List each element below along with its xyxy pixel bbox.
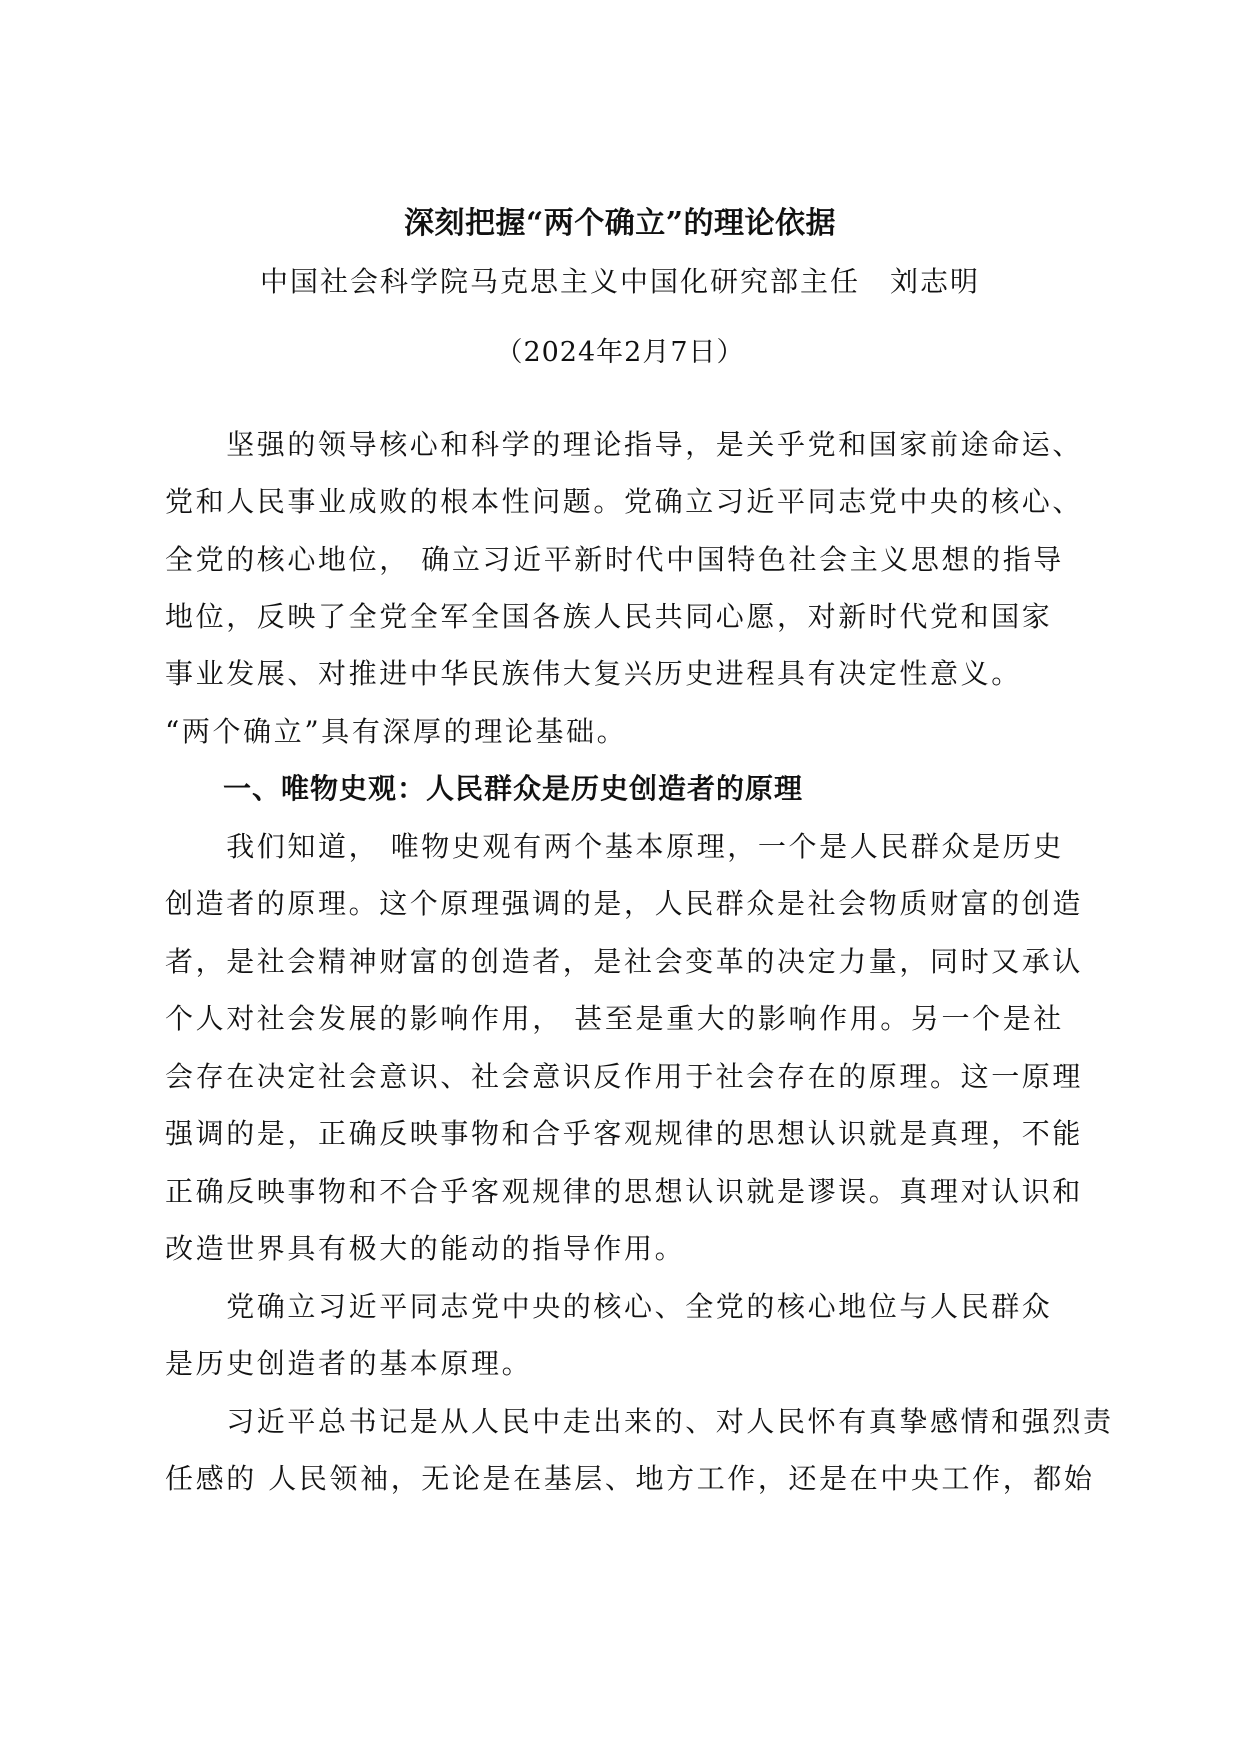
section-heading: 一、唯物史观：人民群众是历史创造者的原理 — [165, 772, 804, 805]
body-line: 个人对社会发展的影响作用， 甚至是重大的影响作用。另一个是社 — [165, 1002, 1064, 1035]
body-line: 任感的 人民领袖，无论是在基层、地方工作，还是在中央工作，都始 — [165, 1462, 1095, 1495]
body-line: 习近平总书记是从人民中走出来的、对人民怀有真挚感情和强烈责 — [165, 1405, 1114, 1438]
body-line: 正确反映事物和不合乎客观规律的思想认识就是谬误。真理对认识和 — [165, 1175, 1084, 1208]
body-line: 党和人民事业成败的根本性问题。党确立习近平同志党中央的核心、 — [165, 485, 1084, 518]
body-line: 地位，反映了全党全军全国各族人民共同心愿，对新时代党和国家 — [165, 600, 1053, 633]
body-line: 会存在决定社会意识、社会意识反作用于社会存在的原理。这一原理 — [165, 1060, 1084, 1093]
body-line: 是历史创造者的基本原理。 — [165, 1347, 533, 1380]
body-line: 改造世界具有极大的能动的指导作用。 — [165, 1232, 686, 1265]
body-line: 党确立习近平同志党中央的核心、全党的核心地位与人民群众 — [165, 1290, 1053, 1323]
body-line: 强调的是，正确反映事物和合乎客观规律的思想认识就是真理，不能 — [165, 1117, 1084, 1150]
body-line: “两个确立”具有深厚的理论基础。 — [165, 715, 628, 748]
document-title: 深刻把握“两个确立”的理论依据 — [403, 206, 836, 241]
body-line: 坚强的领导核心和科学的理论指导，是关乎党和国家前途命运、 — [165, 428, 1084, 461]
body-line: 我们知道， 唯物史观有两个基本原理，一个是人民群众是历史 — [165, 830, 1064, 863]
body-line: 全党的核心地位， 确立习近平新时代中国特色社会主义思想的指导 — [165, 543, 1064, 576]
body-line: 创造者的原理。这个原理强调的是，人民群众是社会物质财富的创造 — [165, 887, 1084, 920]
author-byline: 中国社会科学院马克思主义中国化研究部主任 刘志明 — [259, 265, 980, 298]
body-line: 事业发展、对推进中华民族伟大复兴历史进程具有决定性意义。 — [165, 657, 1022, 690]
publication-date: （2024年2月7日） — [495, 337, 745, 368]
body-line: 者，是社会精神财富的创造者，是社会变革的决定力量，同时又承认 — [165, 945, 1084, 978]
